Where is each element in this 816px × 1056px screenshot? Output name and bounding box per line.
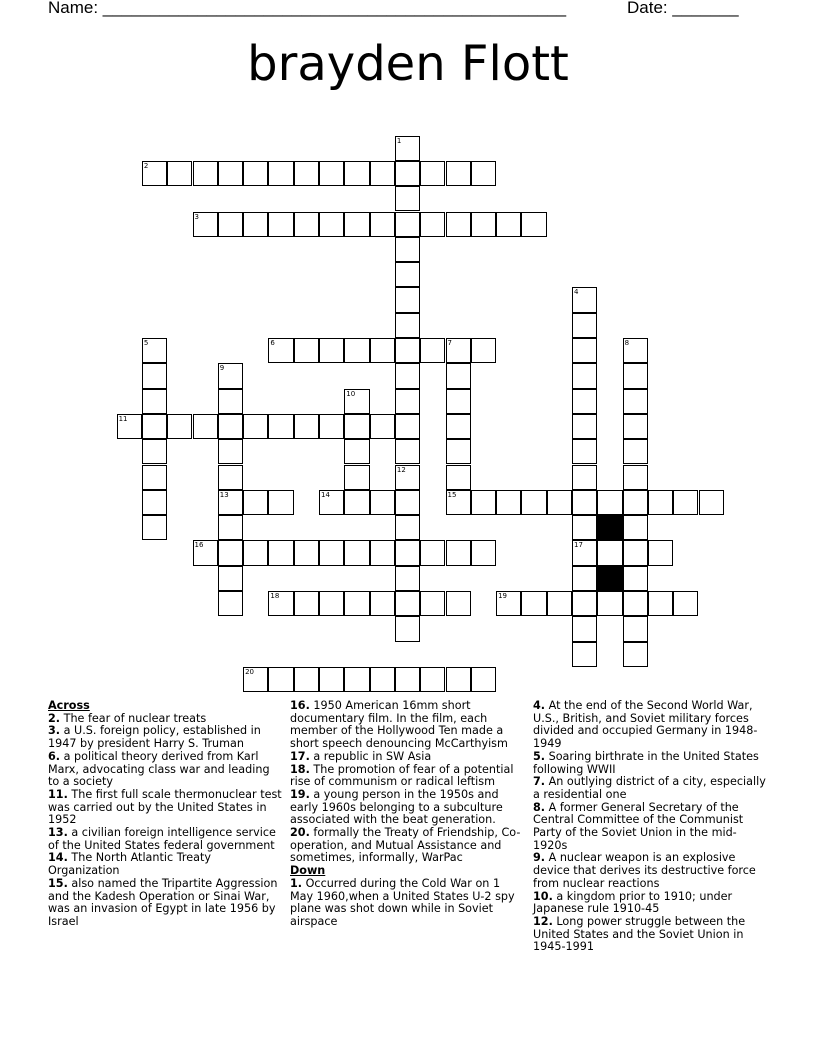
grid-cell[interactable] (395, 667, 420, 692)
clue-number: 2 (143, 161, 149, 170)
grid-cell[interactable] (572, 287, 597, 312)
grid-cell[interactable] (395, 414, 420, 439)
date-field-label: Date: _______ (627, 0, 739, 17)
grid-cell[interactable] (623, 465, 648, 490)
grid-cell[interactable] (218, 439, 243, 464)
grid-cell[interactable] (395, 262, 420, 287)
grid-cell[interactable] (420, 667, 445, 692)
grid-cell[interactable] (420, 161, 445, 186)
grid-cell[interactable] (471, 490, 496, 515)
grid-cell[interactable] (319, 667, 344, 692)
grid-cell[interactable] (268, 591, 293, 616)
grid-cell[interactable] (117, 414, 142, 439)
grid-cell[interactable] (218, 363, 243, 388)
grid-cell[interactable] (572, 515, 597, 540)
grid-cell[interactable] (572, 414, 597, 439)
grid-cell[interactable] (395, 540, 420, 565)
grid-cell[interactable] (395, 287, 420, 312)
grid-cell[interactable] (420, 591, 445, 616)
grid-cell[interactable] (319, 490, 344, 515)
clue-down-8: 8. A former General Secretary of the Central Committee of the Communist Party of the Soviet Union in the mid-1920s (533, 800, 744, 852)
grid-cell[interactable] (142, 414, 167, 439)
grid-cell[interactable] (294, 161, 319, 186)
grid-cell[interactable] (446, 667, 471, 692)
grid-cell[interactable] (446, 414, 471, 439)
grid-cell[interactable] (344, 465, 369, 490)
clue-across-14: 14. The North Atlantic Treaty Organization (48, 851, 211, 878)
grid-cell[interactable] (420, 212, 445, 237)
grid-cell[interactable] (446, 161, 471, 186)
grid-cell[interactable] (521, 591, 546, 616)
grid-cell[interactable] (294, 338, 319, 363)
grid-cell[interactable] (142, 465, 167, 490)
grid-cell[interactable] (370, 414, 395, 439)
grid-cell[interactable] (699, 490, 724, 515)
grid-cell[interactable] (395, 161, 420, 186)
grid-cell[interactable] (243, 212, 268, 237)
clue-number: 20 (245, 667, 255, 676)
grid-cell[interactable] (268, 414, 293, 439)
clue-down-9: 9. A nuclear weapon is an explosive device that derives its destructive force from nuclear reactions (533, 851, 756, 890)
clue-across-18: 18. The promotion of fear of a potential rise of communism or radical leftism (290, 762, 514, 789)
clue-across-17: 17. a republic in SW Asia (290, 749, 432, 763)
grid-cell[interactable] (623, 566, 648, 591)
clue-across-19: 19. a young person in the 1950s and early 1960s belonging to a subculture associated with the beat generation. (290, 787, 503, 827)
grid-cell[interactable] (142, 490, 167, 515)
clue-number: 3 (194, 212, 199, 221)
grid-cell[interactable] (142, 363, 167, 388)
grid-cell[interactable] (572, 616, 597, 641)
grid-cell[interactable] (344, 591, 369, 616)
grid-cell[interactable] (218, 515, 243, 540)
grid-cell[interactable] (547, 490, 572, 515)
grid-cell[interactable] (218, 212, 243, 237)
grid-cell[interactable] (597, 591, 622, 616)
grid-cell[interactable] (471, 540, 496, 565)
grid-cell[interactable] (294, 667, 319, 692)
grid-cell[interactable] (395, 465, 420, 490)
grid-cell[interactable] (268, 540, 293, 565)
clues-column-1 (48, 700, 284, 929)
puzzle-title: brayden Flott (247, 36, 569, 92)
grid-cell[interactable] (673, 490, 698, 515)
grid-cell[interactable] (572, 591, 597, 616)
grid-cell[interactable] (395, 313, 420, 338)
grid-cell[interactable] (623, 515, 648, 540)
grid-cell[interactable] (446, 363, 471, 388)
grid-cell[interactable] (471, 338, 496, 363)
grid-cell[interactable] (344, 540, 369, 565)
grid-cell[interactable] (142, 161, 167, 186)
clue-down-12: 12. Long power struggle between the United States and the Soviet Union in 1945-1991 (533, 914, 746, 954)
grid-cell[interactable] (521, 490, 546, 515)
clue-number: 13 (219, 490, 229, 499)
grid-cell[interactable] (496, 490, 521, 515)
grid-cell[interactable] (142, 515, 167, 540)
grid-cell[interactable] (446, 212, 471, 237)
grid-cell[interactable] (268, 161, 293, 186)
clue-number: 4 (574, 288, 579, 297)
clue-number: 10 (346, 389, 356, 398)
grid-cell[interactable] (395, 515, 420, 540)
grid-cell[interactable] (344, 212, 369, 237)
grid-cell[interactable] (572, 389, 597, 414)
grid-cell[interactable] (446, 540, 471, 565)
grid-cell[interactable] (446, 389, 471, 414)
grid-cell[interactable] (218, 161, 243, 186)
grid-cell[interactable] (167, 414, 192, 439)
grid-cell[interactable] (344, 389, 369, 414)
clue-number: 7 (447, 339, 452, 347)
grid-cell[interactable] (673, 591, 698, 616)
grid-cell[interactable] (370, 338, 395, 363)
grid-cell[interactable] (344, 414, 369, 439)
clue-number: 6 (270, 339, 275, 347)
grid-cell[interactable] (572, 313, 597, 338)
grid-cell[interactable] (344, 490, 369, 515)
grid-cell[interactable] (572, 439, 597, 464)
blocked-cell (597, 566, 622, 591)
name-field-label: Name: _________________________________________________ (48, 0, 567, 17)
clue-down-4: 4. At the end of the Second World War, U.S., British, and Soviet military forces divided and occupied Germany in 1948-1949 (533, 699, 758, 751)
grid-cell[interactable] (218, 566, 243, 591)
grid-cell[interactable] (597, 490, 622, 515)
grid-cell[interactable] (243, 414, 268, 439)
grid-cell[interactable] (446, 439, 471, 464)
across-heading: Across (48, 699, 90, 712)
clue-number: 15 (447, 490, 457, 499)
grid-cell[interactable] (218, 389, 243, 414)
grid-cell[interactable] (471, 212, 496, 237)
grid-cell[interactable] (471, 667, 496, 692)
grid-cell[interactable] (471, 161, 496, 186)
grid-cell[interactable] (243, 161, 268, 186)
grid-cell[interactable] (446, 338, 471, 363)
grid-cell[interactable] (521, 212, 546, 237)
grid-cell[interactable] (395, 363, 420, 388)
grid-cell[interactable] (496, 212, 521, 237)
grid-cell[interactable] (572, 566, 597, 591)
grid-cell[interactable] (623, 338, 648, 363)
grid-cell[interactable] (370, 490, 395, 515)
grid-cell[interactable] (319, 414, 344, 439)
grid-cell[interactable] (572, 490, 597, 515)
grid-cell[interactable] (319, 591, 344, 616)
grid-cell[interactable] (446, 465, 471, 490)
clue-number: 9 (219, 364, 225, 373)
grid-cell[interactable] (344, 338, 369, 363)
clue-number: 1 (396, 136, 402, 145)
clue-number: 18 (270, 592, 280, 600)
grid-cell[interactable] (218, 414, 243, 439)
grid-cell[interactable] (547, 591, 572, 616)
grid-cell[interactable] (319, 338, 344, 363)
grid-cell[interactable] (218, 490, 243, 515)
clue-across-11: 11. The first full scale thermonuclear test was carried out by the United States in 1952 (48, 787, 282, 827)
grid-cell[interactable] (294, 414, 319, 439)
grid-cell[interactable] (294, 591, 319, 616)
grid-cell[interactable] (446, 591, 471, 616)
grid-cell[interactable] (395, 237, 420, 262)
blocked-cell (597, 515, 622, 540)
grid-cell[interactable] (319, 212, 344, 237)
grid-cell[interactable] (268, 490, 293, 515)
grid-cell[interactable] (623, 363, 648, 388)
clue-down-5: 5. Soaring birthrate in the United States following WWII (533, 749, 759, 776)
grid-cell[interactable] (218, 540, 243, 565)
grid-cell[interactable] (496, 591, 521, 616)
grid-cell[interactable] (597, 540, 622, 565)
grid-cell[interactable] (319, 540, 344, 565)
grid-cell[interactable] (294, 540, 319, 565)
grid-cell[interactable] (623, 414, 648, 439)
grid-cell[interactable] (572, 540, 597, 565)
grid-cell[interactable] (623, 490, 648, 515)
clue-number: 12 (396, 465, 406, 474)
grid-cell[interactable] (623, 540, 648, 565)
clue-number: 16 (194, 541, 204, 550)
grid-cell[interactable] (370, 591, 395, 616)
grid-cell[interactable] (344, 667, 369, 692)
clue-across-13: 13. a civilian foreign intelligence service of the United States federal government (48, 826, 276, 852)
grid-cell[interactable] (268, 212, 293, 237)
grid-cell[interactable] (243, 490, 268, 515)
grid-cell[interactable] (218, 465, 243, 490)
grid-cell[interactable] (142, 389, 167, 414)
grid-cell[interactable] (623, 439, 648, 464)
grid-cell[interactable] (370, 212, 395, 237)
grid-cell[interactable] (395, 591, 420, 616)
grid-cell[interactable] (193, 161, 218, 186)
grid-cell[interactable] (193, 414, 218, 439)
grid-cell[interactable] (370, 161, 395, 186)
grid-cell[interactable] (623, 642, 648, 667)
grid-cell[interactable] (395, 338, 420, 363)
clue-down-1: 1. Occurred during the Cold War on 1 May 1960,when a United States U-2 spy plane was shot down while in Soviet airspace (290, 876, 515, 928)
grid-cell[interactable] (218, 591, 243, 616)
grid-cell[interactable] (420, 338, 445, 363)
grid-cell[interactable] (395, 212, 420, 237)
grid-cell[interactable] (167, 161, 192, 186)
grid-cell[interactable] (142, 338, 167, 363)
grid-cell[interactable] (446, 490, 471, 515)
grid-cell[interactable] (294, 212, 319, 237)
grid-cell[interactable] (142, 439, 167, 464)
down-heading: Down (290, 864, 326, 878)
grid-cell[interactable] (572, 338, 597, 363)
grid-cell[interactable] (370, 540, 395, 565)
grid-cell[interactable] (395, 566, 420, 591)
grid-cell[interactable] (395, 439, 420, 464)
grid-cell[interactable] (572, 363, 597, 388)
grid-cell[interactable] (268, 338, 293, 363)
grid-cell[interactable] (648, 490, 673, 515)
clue-across-6: 6. a political theory derived from Karl Marx, advocating class war and leading to a society (48, 749, 270, 789)
clue-number: 8 (624, 339, 630, 347)
grid-cell[interactable] (243, 667, 268, 692)
grid-cell[interactable] (344, 439, 369, 464)
grid-cell[interactable] (395, 616, 420, 641)
grid-cell[interactable] (319, 161, 344, 186)
grid-cell[interactable] (395, 389, 420, 414)
grid-cell[interactable] (193, 540, 218, 565)
clue-number: 11 (118, 414, 128, 423)
clue-down-7: 7. An outlying district of a city, especially a residential one (533, 775, 766, 801)
grid-cell[interactable] (395, 490, 420, 515)
grid-cell[interactable] (572, 642, 597, 667)
grid-cell[interactable] (395, 186, 420, 211)
grid-cell[interactable] (193, 212, 218, 237)
clue-across-16: 16. 1950 American 16mm short documentary film. In the film, each member of the Hollywood Ten made a short speech denouncing McCarthyism (290, 699, 508, 751)
grid-cell[interactable] (572, 465, 597, 490)
grid-cell[interactable] (243, 540, 268, 565)
grid-cell[interactable] (395, 136, 420, 161)
clue-down-10: 10. a kingdom prior to 1910; under Japanese rule 1910-45 (533, 889, 733, 916)
clue-number: 5 (143, 339, 149, 347)
clue-across-2: 2. The fear of nuclear treats (48, 711, 207, 725)
clue-number: 17 (574, 541, 583, 550)
grid-cell[interactable] (648, 591, 673, 616)
grid-cell[interactable] (344, 161, 369, 186)
clue-number: 19 (498, 592, 508, 600)
clues-column-2 (290, 700, 526, 929)
grid-cell[interactable] (623, 616, 648, 641)
grid-cell[interactable] (370, 667, 395, 692)
clues-column-3 (533, 700, 769, 954)
clue-across-3: 3. a U.S. foreign policy, established in 1947 by president Harry S. Truman (48, 724, 261, 751)
clue-across-15: 15. also named the Tripartite Aggression and the Kadesh Operation or Sinai War, was an invasion of Egypt in late 1956 by Israel (48, 876, 278, 928)
grid-cell[interactable] (623, 591, 648, 616)
grid-cell[interactable] (648, 540, 673, 565)
grid-cell[interactable] (268, 667, 293, 692)
grid-cell[interactable] (623, 389, 648, 414)
grid-cell[interactable] (420, 540, 445, 565)
clue-number: 14 (321, 490, 330, 499)
clue-across-20: 20. formally the Treaty of Friendship, Co-operation, and Mutual Assistance and sometimes, informally, WarPac (290, 826, 521, 865)
